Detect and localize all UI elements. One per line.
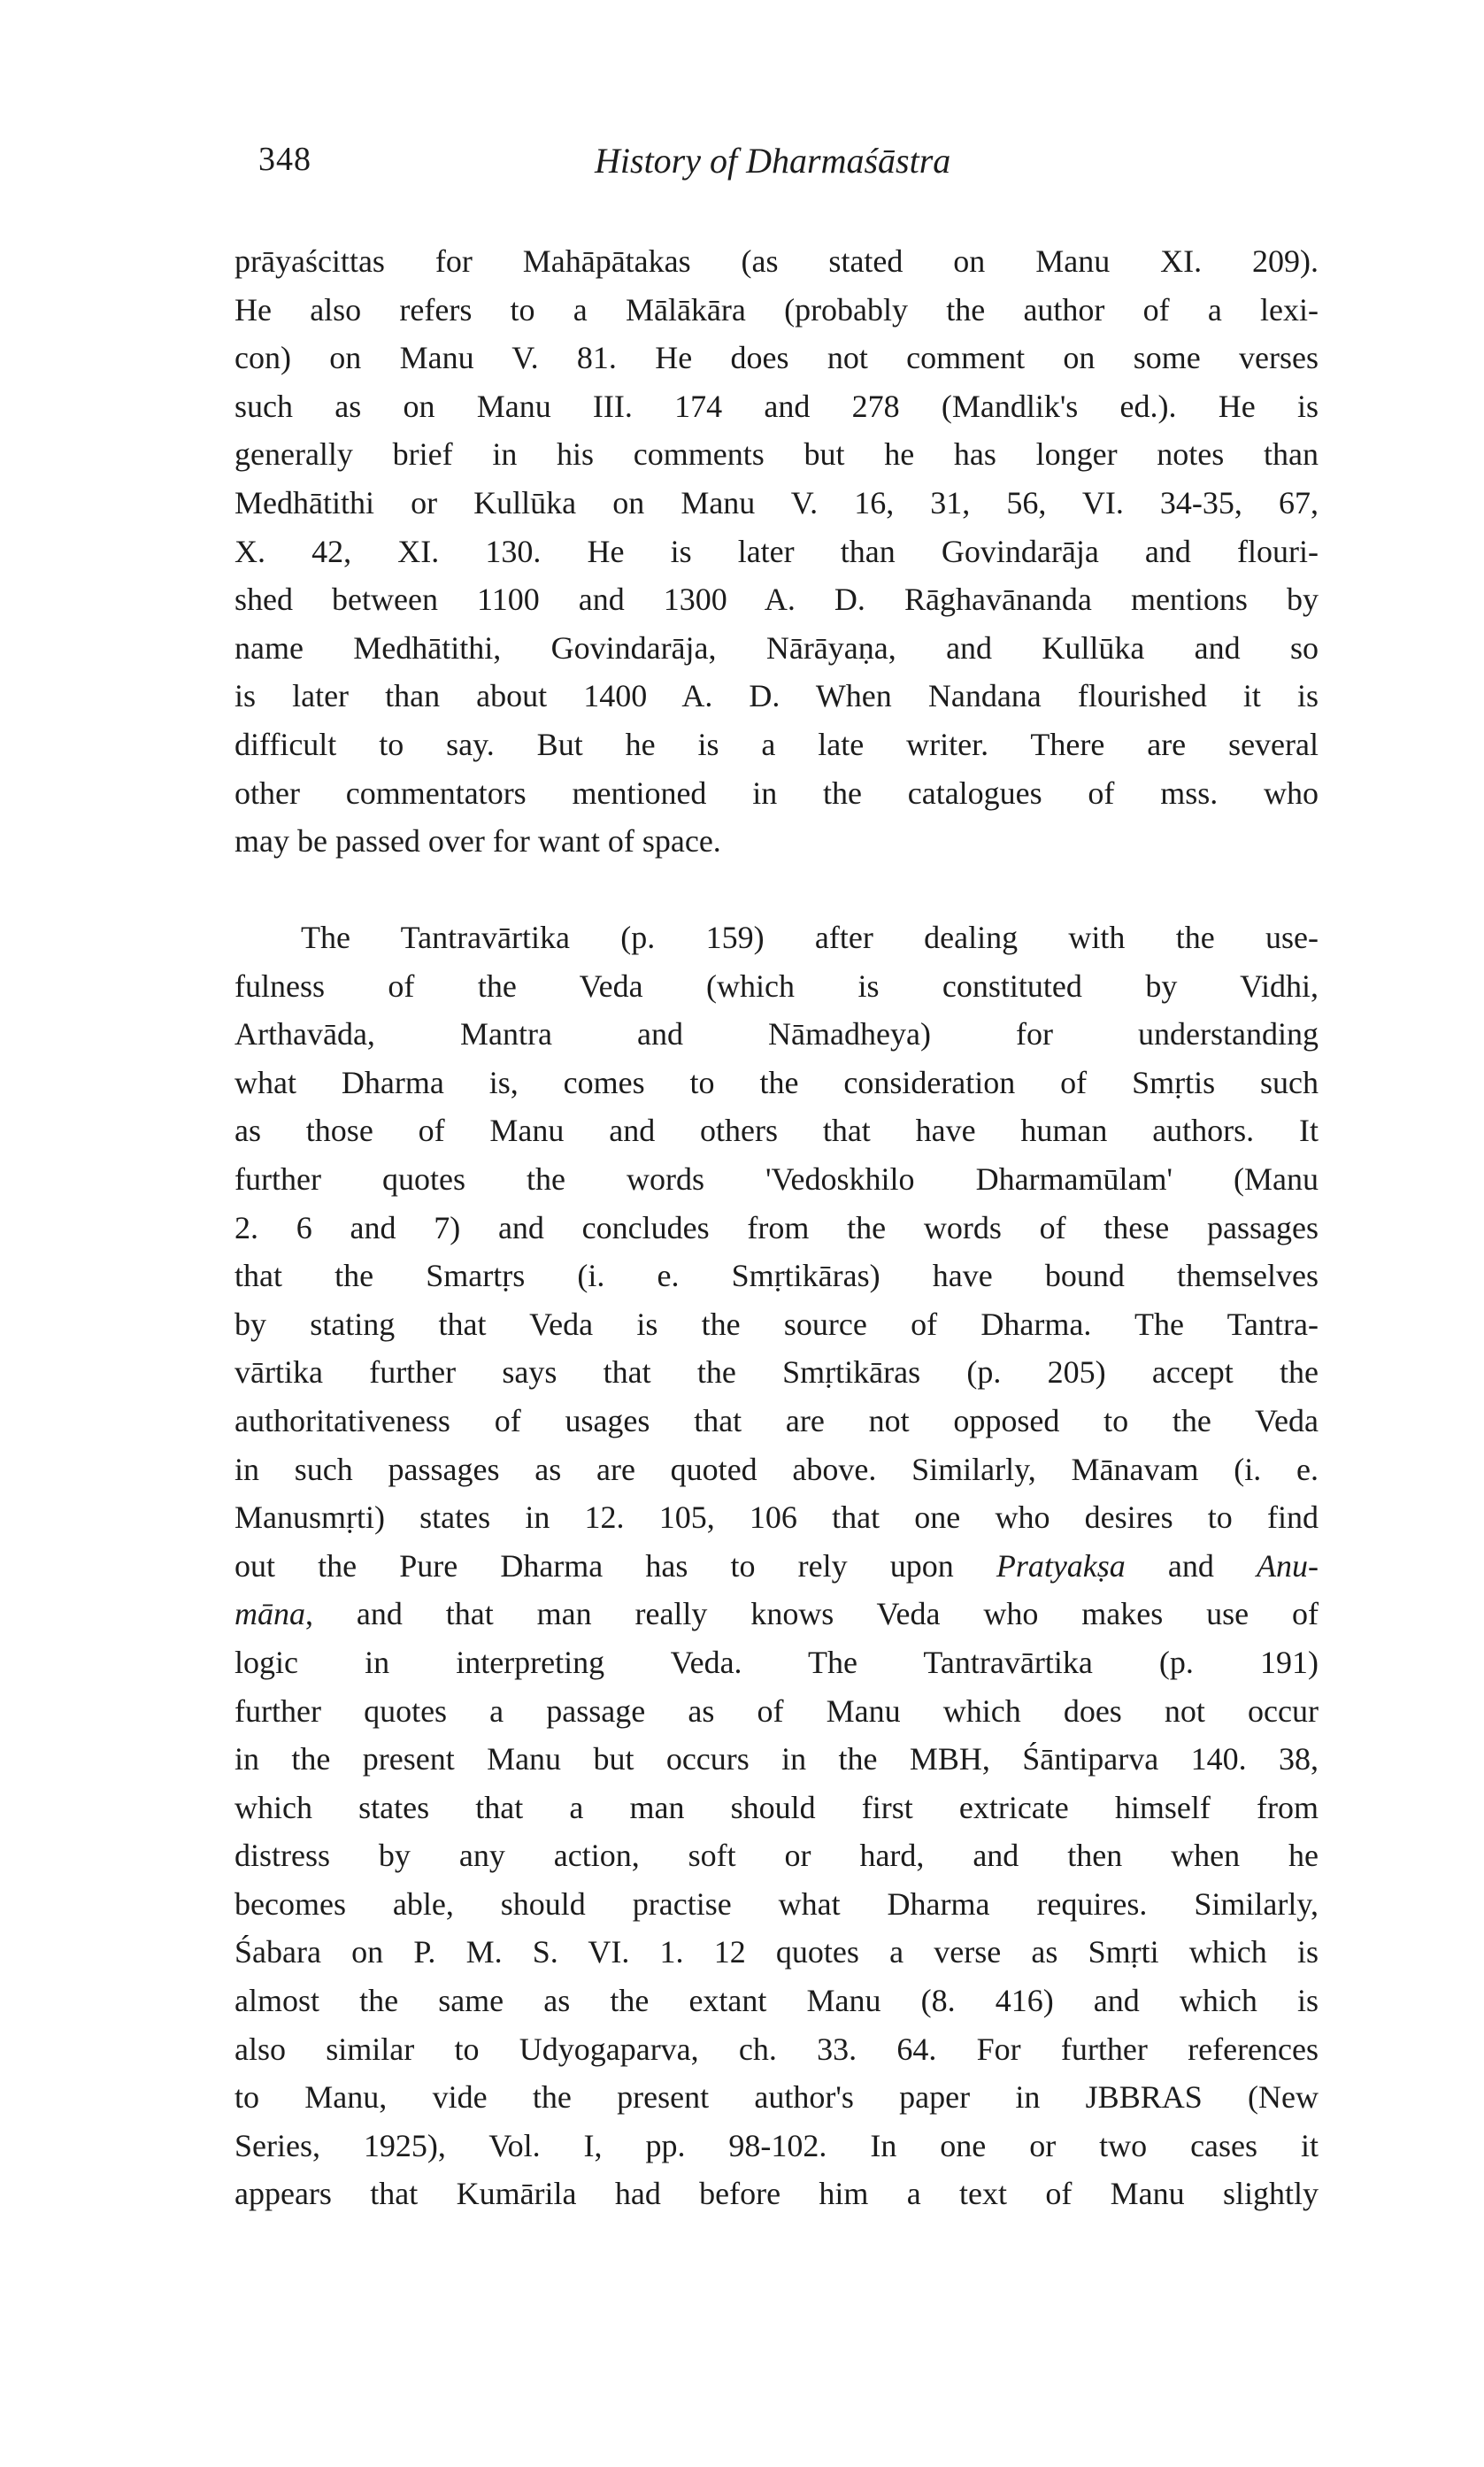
- text-line: by stating that Veda is the source of Dharma. The Tantra-: [235, 1306, 1319, 1342]
- text-line: may be passed over for want of space.: [235, 823, 721, 860]
- text-line: name Medhātithi, Govindarāja, Nārāyaṇa, and Kullūka and so: [235, 629, 1319, 666]
- text-line: fulness of the Veda (which is constituted by Vidhi,: [235, 968, 1319, 1004]
- text-line: 2. 6 and 7) and concludes from the words of these passages: [235, 1209, 1319, 1245]
- text-line: The Tantravārtika (p. 159) after dealing with the use-: [301, 920, 1319, 955]
- text-line: Medhātithi or Kullūka on Manu V. 16, 31, 56, VI. 34-35, 67,: [235, 484, 1319, 520]
- text-line: [235, 1542, 1319, 1591]
- text-span: and: [1125, 1547, 1257, 1584]
- paragraph-commentators: [235, 237, 1319, 866]
- text-line: Manusmṛti) states in 12. 105, 106 that one who desires to find: [235, 1499, 1319, 1536]
- text-span: , and that man really knows Veda who makes use of: [305, 1596, 1319, 1632]
- text-line: appears that Kumārila had before him a text of Manu slightly: [235, 2176, 1319, 2212]
- text-line: further quotes the words 'Vedoskhilo Dharmamūlam' (Manu: [235, 1160, 1319, 1197]
- text-line: Śabara on P. M. S. VI. 1. 12 quotes a verse as Smṛti which is: [235, 1934, 1319, 1970]
- text-line: which states that a man should first extricate himself from: [235, 1789, 1319, 1825]
- text-line: what Dharma is, comes to the consideration of Smṛtis such: [235, 1064, 1319, 1100]
- text-line: other commentators mentioned in the catalogues of mss. who: [235, 775, 1319, 811]
- text-line: authoritativeness of usages that are not opposed to the Veda: [235, 1402, 1319, 1438]
- text-line: difficult to say. But he is a late writer. There are several: [235, 726, 1319, 762]
- text-line: con) on Manu V. 81. He does not comment on some verses: [235, 340, 1319, 376]
- text-line: [235, 1590, 1319, 1638]
- text-line: almost the same as the extant Manu (8. 416) and which is: [235, 1983, 1319, 2019]
- page-header: [258, 140, 1311, 193]
- text-span: out the Pure Dharma has to rely upon: [235, 1547, 996, 1584]
- italic-term: Anu-: [1257, 1547, 1319, 1584]
- text-line: Arthavāda, Mantra and Nāmadheya) for understanding: [235, 1016, 1319, 1052]
- text-line: distress by any action, soft or hard, and then when he: [235, 1838, 1319, 1874]
- text-line: further quotes a passage as of Manu which does not occur: [235, 1692, 1319, 1729]
- text-line: to Manu, vide the present author's paper in JBBRAS (New: [235, 2079, 1319, 2116]
- text-line: prāyaścittas for Mahāpātakas (as stated on Manu XI. 209).: [235, 243, 1319, 279]
- text-line: also similar to Udyogaparva, ch. 33. 64. For further references: [235, 2031, 1319, 2067]
- text-line: generally brief in his comments but he has longer notes than: [235, 436, 1319, 473]
- paragraph-tantravartika: [235, 914, 1319, 2218]
- text-line: in such passages as are quoted above. Similarly, Mānavam (i. e.: [235, 1451, 1319, 1487]
- text-line: in the present Manu but occurs in the MBH, Śāntiparva 140. 38,: [235, 1741, 1319, 1777]
- text-line: X. 42, XI. 130. He is later than Govindarāja and flouri-: [235, 533, 1319, 569]
- text-line: as those of Manu and others that have human authors. It: [235, 1113, 1319, 1149]
- running-title: History of Dharmaśāstra: [595, 141, 951, 181]
- text-line: shed between 1100 and 1300 A. D. Rāghavānanda mentions by: [235, 582, 1319, 618]
- text-line: logic in interpreting Veda. The Tantravārtika (p. 191): [235, 1644, 1319, 1680]
- text-line: that the Smartṛs (i. e. Smṛtikāras) have bound themselves: [235, 1258, 1319, 1294]
- italic-term: Pratyakṣa: [996, 1547, 1126, 1584]
- text-line: Series, 1925), Vol. I, pp. 98-102. In one or two cases it: [235, 2127, 1319, 2163]
- italic-term: māna: [235, 1596, 305, 1632]
- text-line: becomes able, should practise what Dharma requires. Similarly,: [235, 1885, 1319, 1922]
- text-line: is later than about 1400 A. D. When Nandana flourished it is: [235, 678, 1319, 714]
- page-number: 348: [258, 141, 311, 178]
- text-line: vārtika further says that the Smṛtikāras (p. 205) accept the: [235, 1354, 1319, 1391]
- text-line: such as on Manu III. 174 and 278 (Mandlik's ed.). He is: [235, 388, 1319, 424]
- text-line: He also refers to a Mālākāra (probably the author of a lexi-: [235, 291, 1319, 328]
